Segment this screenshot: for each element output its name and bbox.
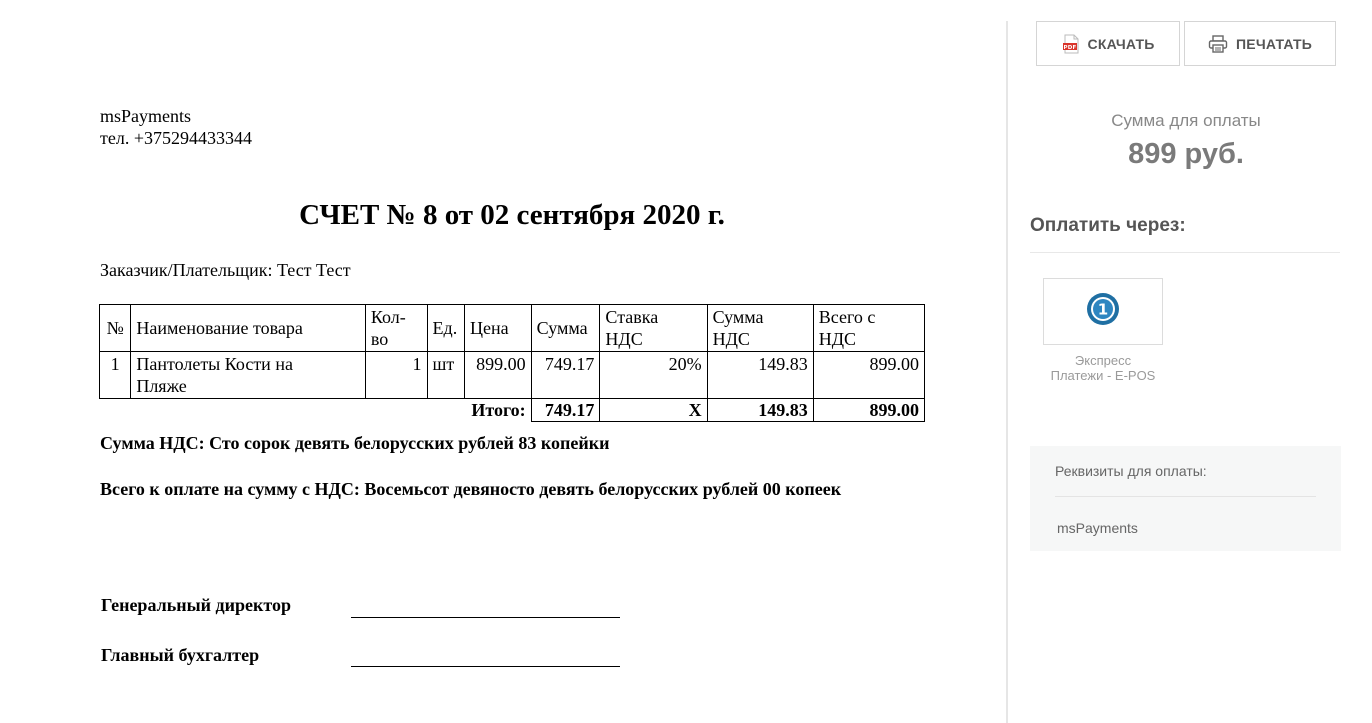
payment-method-epos[interactable] (1043, 278, 1163, 345)
cell-total: 899.00 (813, 352, 924, 399)
company-phone: тел. +375294433344 (100, 128, 252, 148)
col-header-rate (600, 305, 707, 352)
download-button[interactable] (1036, 21, 1180, 66)
col-header-sum: Сумма (531, 305, 600, 352)
cell-num: 1 (100, 352, 131, 399)
col-header-rate-line2: НДС (605, 329, 643, 349)
table-totals-row (100, 399, 925, 422)
col-header-rate-line1: Ставка (605, 307, 659, 327)
col-header-total-line2: НДС (818, 329, 857, 349)
pdf-icon (1062, 34, 1080, 54)
payment-sidebar (1008, 0, 1372, 723)
signature-director-label: Генеральный директор (101, 595, 291, 615)
totals-total: 899.00 (813, 399, 924, 422)
signature-director-line (351, 617, 620, 618)
svg-text:1: 1 (1097, 300, 1109, 319)
col-header-total-line1: Всего с (818, 307, 876, 327)
requisites-title: Реквизиты для оплаты: (1055, 463, 1207, 479)
col-header-vat-line1: Сумма (712, 307, 764, 327)
pay-via-heading: Оплатить через: (1030, 215, 1186, 236)
cell-unit: шт (427, 352, 464, 399)
items-table (99, 304, 925, 422)
col-header-unit: Ед. (427, 305, 464, 352)
requisites-box (1030, 446, 1341, 551)
col-header-vat (707, 305, 813, 352)
col-header-qty-line1: Кол- (370, 307, 406, 327)
requisites-divider (1055, 496, 1316, 497)
col-header-num: № (100, 305, 131, 352)
epos-logo-icon (1086, 292, 1120, 331)
col-header-qty-line2: во (370, 329, 389, 349)
totals-sum: 749.17 (531, 399, 600, 422)
payment-method-label-line1: Экспресс (1074, 353, 1132, 368)
cell-rate: 20% (600, 352, 707, 399)
cell-qty: 1 (365, 352, 427, 399)
print-button-label: ПЕЧАТАТЬ (1236, 35, 1312, 52)
print-button[interactable] (1184, 21, 1336, 66)
col-header-total (813, 305, 924, 352)
table-row (100, 352, 925, 399)
cell-vat: 149.83 (707, 352, 813, 399)
col-header-qty (365, 305, 427, 352)
cell-sum: 749.17 (531, 352, 600, 399)
total-amount-words: Всего к оплате на сумму с НДС: Восемьсот девяносто девять белорусских рублей 00 копеек (100, 479, 842, 499)
totals-label: Итого: (100, 399, 532, 422)
col-header-name: Наименование товара (131, 305, 366, 352)
cell-name-line2: Пляже (136, 376, 187, 396)
totals-vat: 149.83 (707, 399, 813, 422)
pay-amount-value: 899 руб. (1128, 138, 1244, 170)
pay-via-divider (1030, 252, 1340, 253)
payment-method-label (1033, 353, 1173, 383)
cell-name-line1: Пантолеты Кости на (136, 354, 293, 374)
printer-icon (1208, 35, 1228, 53)
requisites-name: msPayments (1057, 520, 1138, 536)
totals-rate: X (600, 399, 707, 422)
payment-method-label-line2: Платежи - E-POS (1050, 368, 1156, 383)
table-header-row (100, 305, 925, 352)
col-header-vat-line2: НДС (712, 329, 750, 349)
company-name: msPayments (100, 106, 192, 126)
download-button-label: СКАЧАТЬ (1087, 35, 1155, 52)
cell-price: 899.00 (464, 352, 531, 399)
svg-text:PDF: PDF (1063, 44, 1076, 51)
cell-name (131, 352, 366, 399)
invoice-title: СЧЕТ № 8 от 02 сентября 2020 г. (299, 199, 725, 231)
pay-amount-caption: Сумма для оплаты (1111, 111, 1261, 130)
company-header (100, 105, 252, 149)
signature-accountant-line (351, 666, 620, 667)
signature-accountant-label: Главный бухгалтер (101, 645, 260, 665)
customer-line: Заказчик/Плательщик: Тест Тест (100, 260, 351, 280)
col-header-price: Цена (464, 305, 531, 352)
vat-amount-words: Сумма НДС: Сто сорок девять белорусских рублей 83 копейки (100, 433, 610, 453)
